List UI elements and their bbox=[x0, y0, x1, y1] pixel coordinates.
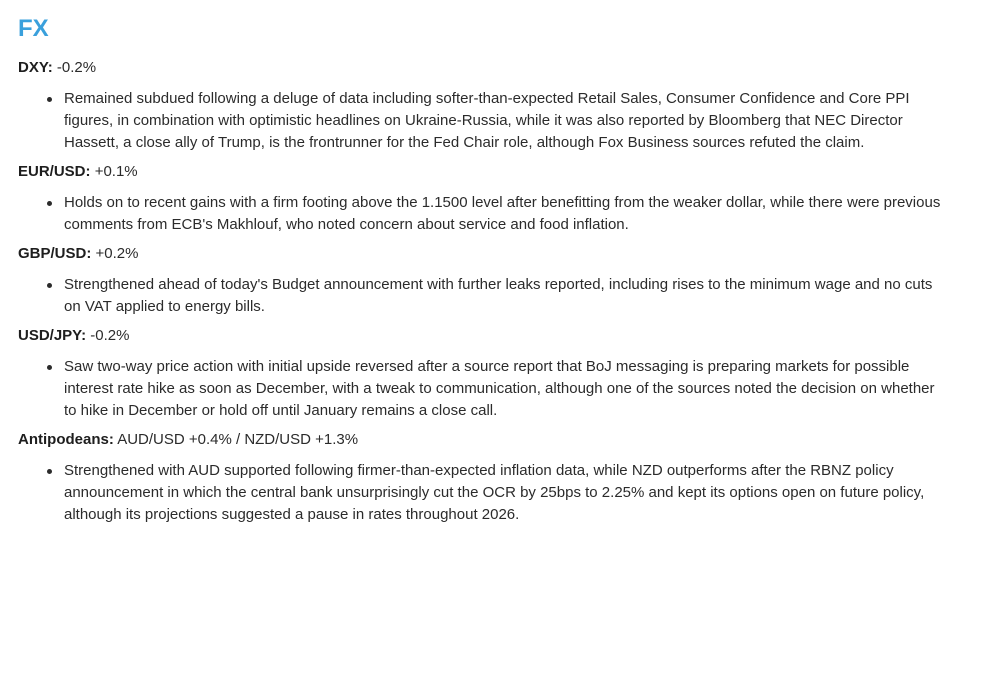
eurusd-header bbox=[18, 162, 948, 182]
usdjpy-note-text: Saw two-way price action with initial upside reversed after a source report that BoJ messaging is preparing markets for possible interest rate hike as soon as December, with a tweak to communication, although one of the sources noted the decision on whether to hike in December or hold off until January remains a close call. bbox=[64, 358, 935, 419]
usdjpy-note-item bbox=[64, 356, 948, 422]
antipodeans-header bbox=[18, 430, 948, 450]
bullet-icon bbox=[47, 201, 52, 206]
gbpusd-change: +0.2% bbox=[95, 245, 139, 262]
gbpusd-header bbox=[18, 244, 948, 264]
gbpusd-note-text: Strengthened ahead of today's Budget announcement with further leaks reported, including rises to the minimum wage and no cuts on VAT applied to energy bills. bbox=[64, 276, 933, 315]
eurusd-notes bbox=[18, 192, 948, 236]
bullet-icon bbox=[47, 469, 52, 474]
antipodeans-note-text: Strengthened with AUD supported following firmer-than-expected inflation data, while NZD outperforms after the RBNZ policy announcement in which the central bank unsurprisingly cut the OCR by 25bps to 2.25% and kept its options open on future policy, although its projections suggested a pause in rates throughout 2026. bbox=[64, 462, 925, 523]
dxy-notes bbox=[18, 88, 948, 154]
antipodeans-label: Antipodeans: bbox=[18, 431, 114, 448]
usdjpy-label: USD/JPY: bbox=[18, 327, 87, 344]
eurusd-note-text: Holds on to recent gains with a firm footing above the 1.1500 level after benefitting from the weaker dollar, while there were previous comments from ECB's Makhlouf, who noted concern about service and food inflation. bbox=[64, 194, 941, 233]
bullet-icon bbox=[47, 283, 52, 288]
usdjpy-header bbox=[18, 326, 948, 346]
eurusd-label: EUR/USD: bbox=[18, 163, 91, 180]
usdjpy-notes bbox=[18, 356, 948, 422]
bullet-icon bbox=[47, 365, 52, 370]
usdjpy-change: -0.2% bbox=[90, 327, 130, 344]
dxy-note-item bbox=[64, 88, 948, 154]
dxy-label: DXY: bbox=[18, 59, 53, 76]
eurusd-change: +0.1% bbox=[94, 163, 138, 180]
dxy-header bbox=[18, 58, 948, 78]
dxy-change: -0.2% bbox=[56, 59, 97, 76]
section-title: FX bbox=[18, 15, 49, 42]
gbpusd-label: GBP/USD: bbox=[18, 245, 92, 262]
antipodeans-note-item bbox=[64, 460, 948, 526]
bullet-icon bbox=[47, 97, 52, 102]
eurusd-note-item bbox=[64, 192, 948, 236]
dxy-note-text: Remained subdued following a deluge of data including softer-than-expected Retail Sales, Consumer Confidence and Core PPI figures, in combination with optimistic headlines on Ukraine-Russia, while it was also reported by Bloomberg that NEC Director Hassett, a close ally of Trump, is the frontrunner for the Fed Chair role, although Fox Business sources refuted the claim. bbox=[64, 90, 910, 151]
antipodeans-notes bbox=[18, 460, 948, 526]
antipodeans-change: AUD/USD +0.4% / NZD/USD +1.3% bbox=[117, 431, 359, 448]
fx-section bbox=[18, 10, 948, 534]
gbpusd-note-item bbox=[64, 274, 948, 318]
gbpusd-notes bbox=[18, 274, 948, 318]
